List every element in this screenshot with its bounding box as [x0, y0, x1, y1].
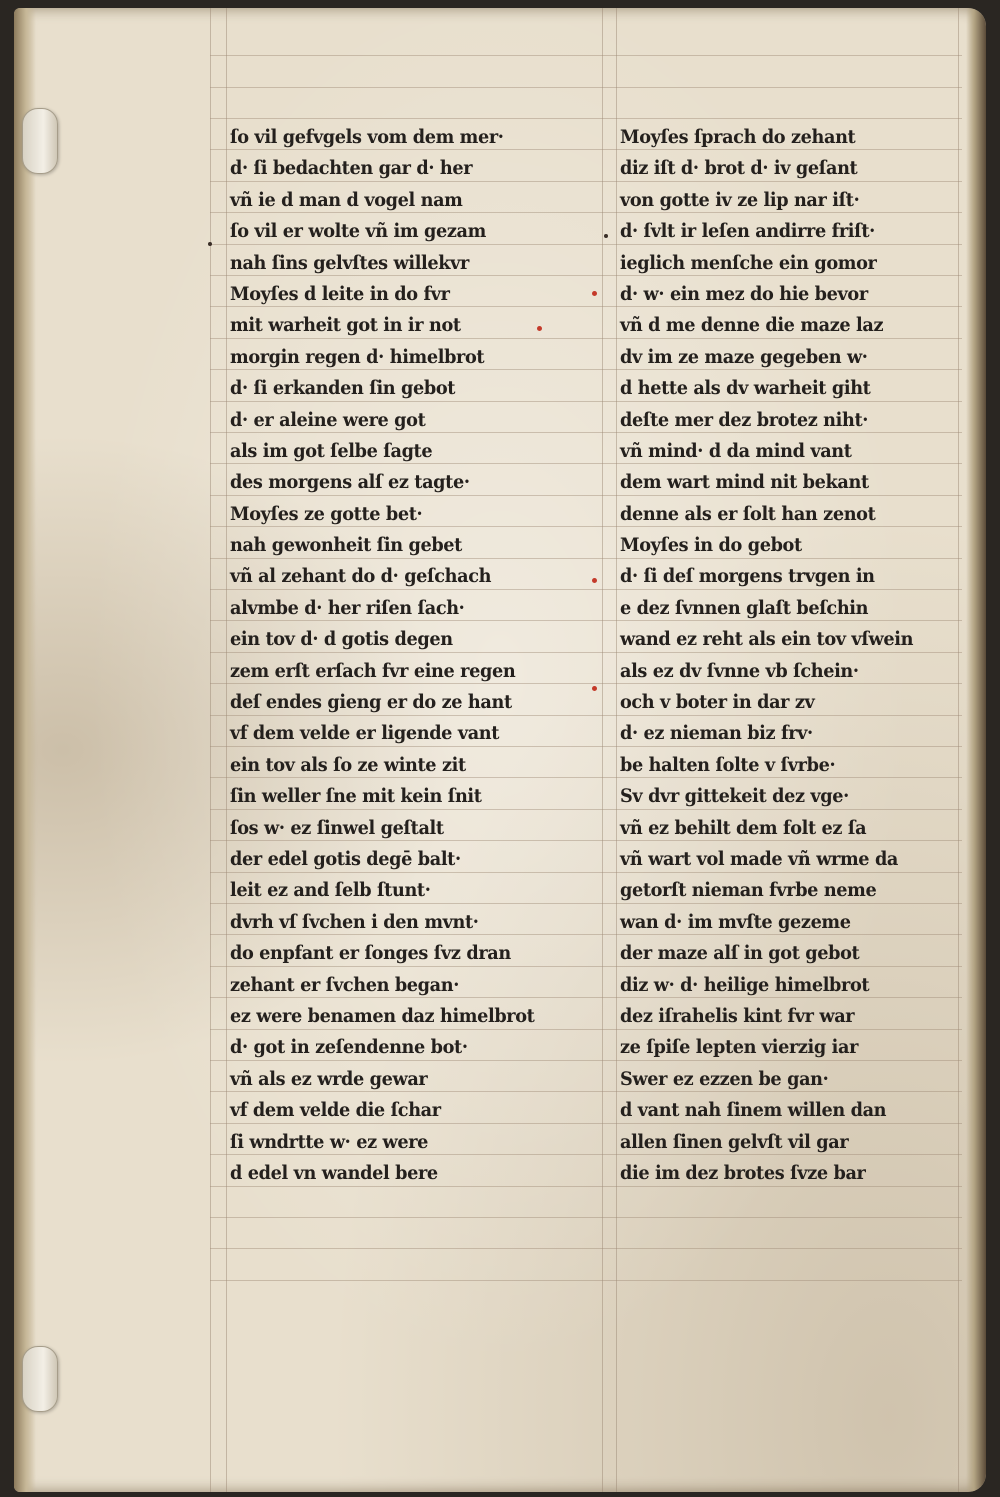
verse-line: och v boter in dar zv	[620, 691, 815, 714]
ruling-line	[210, 1248, 962, 1249]
verse-line: vf dem velde die ſchar	[230, 1099, 441, 1122]
verse-line: dez iſrahelis kint fvr war	[620, 1004, 855, 1027]
verse-line: leit ez and ſelb ſtunt·	[230, 879, 431, 902]
ruling-line	[210, 55, 962, 56]
verse-line: vñ d me denne die maze laz	[620, 314, 884, 337]
verse-line: allen ſinen gelvſt vil gar	[620, 1130, 849, 1153]
ruling-line	[210, 87, 962, 88]
ruling-line	[210, 1217, 962, 1218]
verse-line: ein tov d· d gotis degen	[230, 628, 453, 651]
verse-line: d· got in zeſendenne bot·	[230, 1036, 468, 1059]
margin-dot	[604, 234, 608, 238]
verse-line: Moyſes d leite in do fvr	[230, 282, 450, 305]
verse-line: ſi wndrtte w· ez were	[230, 1130, 429, 1153]
binding-gutter	[14, 8, 36, 1492]
verse-line: wan d· im mvſte gezeme	[620, 910, 851, 933]
ruling-line	[210, 1280, 962, 1281]
ruling-line-vertical	[616, 8, 617, 1492]
verse-line: ſos w· ez ſinwel geſtalt	[230, 816, 444, 839]
verse-line: dem wart mind nit bekant	[620, 471, 869, 494]
verse-line: nah gewonheit ſin gebet	[230, 534, 462, 557]
binding-clasp-bottom	[22, 1346, 58, 1412]
verse-line: d· ſi bedachten gar d· her	[230, 157, 473, 180]
verse-line: ſo vil gefvgels vom dem mer·	[230, 126, 504, 148]
rubric-mark	[592, 291, 597, 296]
verse-line: alvmbe d· her riſen ſach·	[230, 596, 465, 619]
verse-line: dv im ze maze gegeben w·	[620, 345, 868, 368]
margin-dot	[208, 242, 212, 246]
verse-line: der maze alſ in got gebot	[620, 942, 860, 965]
verse-line: ze ſpiſe lepten vierzig iar	[620, 1036, 859, 1059]
verse-line: vñ mind· d da mind vant	[620, 439, 852, 462]
verse-line: zehant er ſvchen began·	[230, 973, 459, 996]
verse-line: nah ſins gelvſtes willekvr	[230, 251, 469, 274]
text-column-right	[620, 122, 980, 1189]
verse-line: vf dem velde er ligende vant	[230, 722, 500, 745]
rubric-mark	[592, 686, 597, 691]
rubric-mark	[592, 578, 597, 583]
verse-line: deſte mer dez brotez niht·	[620, 408, 869, 431]
verse-line: d edel vn wandel bere	[230, 1161, 438, 1184]
verse-line: Sv dvr gittekeit dez vge·	[620, 785, 849, 808]
ruling-line-vertical	[226, 8, 227, 1492]
ruling-line-vertical	[210, 8, 211, 1492]
verse-line: vñ ez behilt dem folt ez ſa	[620, 816, 867, 839]
verse-line: von gotte iv ze lip nar iſt·	[620, 188, 860, 211]
verse-line: d vant nah ſinem willen dan	[620, 1099, 887, 1122]
verse-line: d hette als dv warheit giht	[620, 377, 871, 400]
ruling-line-vertical	[602, 8, 603, 1492]
text-column-left	[230, 122, 590, 1189]
verse-line: d· ſi erkanden ſin gebot	[230, 377, 456, 400]
verse-line: des morgens alſ ez tagte·	[230, 471, 470, 494]
verse-line: getorſt nieman fvrbe neme	[620, 879, 877, 902]
verse-line: d· ſvlt ir leſen andirre friſt·	[620, 220, 875, 243]
verse-line: Moyſes in do gebot	[620, 534, 802, 557]
verse-line: als im got ſelbe ſagte	[230, 439, 433, 462]
verse-line: der edel gotis degē balt·	[230, 847, 461, 870]
verse-line: diz w· d· heilige himelbrot	[620, 973, 870, 996]
verse-line: vñ als ez wrde gewar	[230, 1067, 428, 1090]
verse-line: e dez ſvnnen glaſt beſchin	[620, 596, 869, 619]
verse-line: wand ez reht als ein tov vſwein	[620, 628, 914, 651]
verse-line: vñ wart vol made vñ wrme da	[620, 847, 899, 870]
verse-line: ſo vil er wolte vñ im gezam	[230, 220, 486, 243]
verse-line: zem erſt erſach fvr eine regen	[230, 659, 516, 682]
verse-line: dvrh vſ ſvchen i den mvnt·	[230, 910, 479, 933]
verse-line: morgin regen d· himelbrot	[230, 345, 485, 368]
verse-line: deſ endes gieng er do ze hant	[230, 691, 512, 714]
verse-line: Moyſes ze gotte bet·	[230, 502, 423, 525]
binding-clasp-top	[22, 108, 58, 174]
verse-line: diz iſt d· brot d· iv geſant	[620, 157, 858, 180]
verse-line: do enpfant er ſonges ſvz dran	[230, 942, 511, 965]
verse-line: Moyſes ſprach do zehant	[620, 126, 856, 148]
verse-line: vñ ie d man d vogel nam	[230, 188, 463, 211]
verse-line: Swer ez ezzen be gan·	[620, 1067, 829, 1090]
verse-line: mit warheit got in ir not	[230, 314, 461, 337]
verse-line: be halten ſolte v ſvrbe·	[620, 753, 836, 776]
verse-line: ſin weller ſne mit kein ſnit	[230, 785, 482, 808]
verse-line: ein tov als ſo ze winte zit	[230, 753, 466, 776]
verse-line: vñ al zehant do d· geſchach	[230, 565, 492, 588]
verse-line: denne als er ſolt han zenot	[620, 502, 876, 525]
verse-line: als ez dv ſvnne vb ſchein·	[620, 659, 859, 682]
ruling-line	[210, 118, 962, 119]
verse-line: ieglich menſche ein gomor	[620, 251, 877, 274]
verse-line: ez were benamen daz himelbrot	[230, 1004, 535, 1027]
manuscript-page	[14, 8, 986, 1492]
verse-line: d· w· ein mez do hie bevor	[620, 282, 868, 305]
verse-line: d· ez nieman biz frv·	[620, 722, 813, 745]
verse-line: d· ſi deſ morgens trvgen in	[620, 565, 875, 588]
verse-line: d· er aleine were got	[230, 408, 426, 431]
verse-line: die im dez brotes ſvze bar	[620, 1161, 866, 1184]
